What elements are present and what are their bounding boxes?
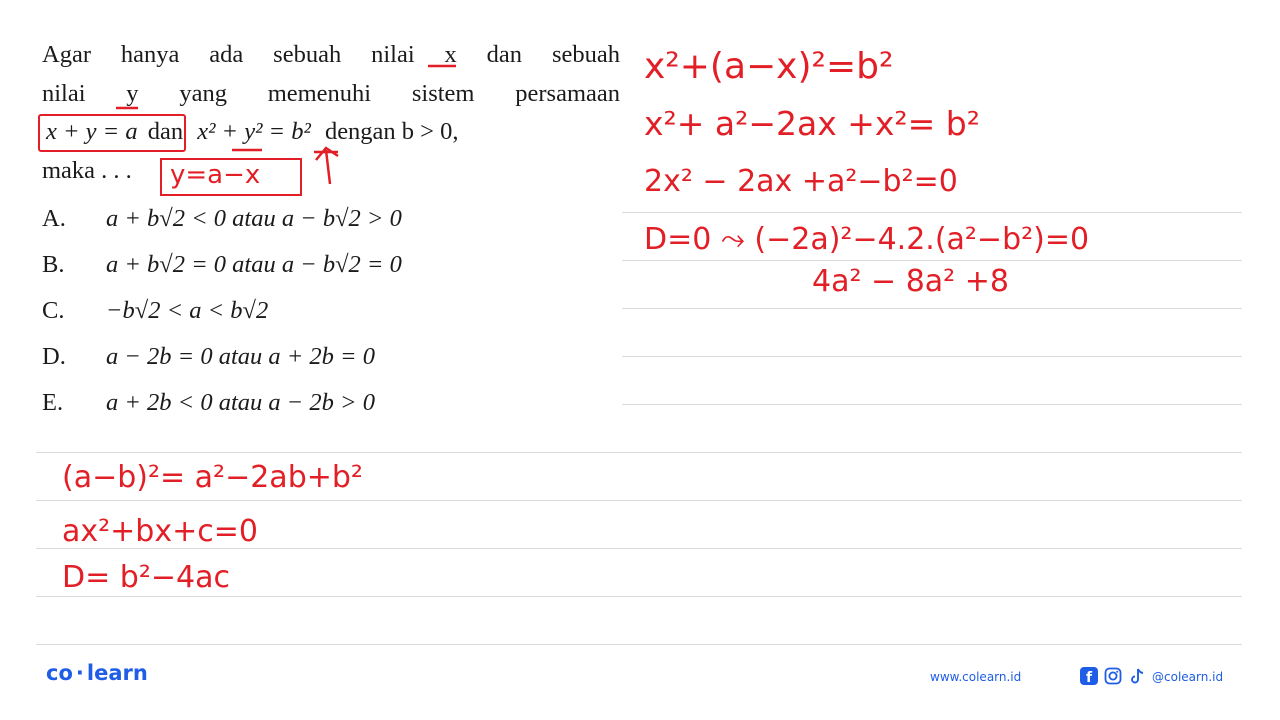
problem-line-1: Agar hanya ada sebuah nilai x dan sebuah	[42, 41, 620, 68]
footer-url[interactable]: www.colearn.id	[930, 670, 1022, 684]
option-d[interactable]	[42, 334, 402, 380]
option-letter: D.	[42, 343, 66, 370]
option-e[interactable]	[42, 380, 402, 426]
option-text: a + b√2 = 0 atau a − b√2 = 0	[106, 251, 402, 278]
work-line-4: D=0 ⤳ (−2a)²−4.2.(a²−b²)=0	[644, 222, 1090, 257]
svg-text:f: f	[1086, 670, 1093, 685]
colearn-logo: co · learn	[46, 661, 148, 685]
problem-line-4: maka . . .	[42, 156, 132, 184]
option-letter: A.	[42, 205, 66, 232]
ruled-line	[622, 308, 1242, 309]
answer-options	[42, 196, 402, 426]
option-text: −b√2 < a < b√2	[106, 297, 269, 324]
word-dan: dan	[147, 118, 184, 145]
option-b[interactable]	[42, 242, 402, 288]
option-letter: E.	[42, 389, 64, 416]
footer-handle[interactable]: @colearn.id	[1152, 670, 1224, 684]
option-letter: C.	[42, 297, 65, 324]
option-letter: B.	[42, 251, 65, 278]
work-line-2: x²+ a²−2ax +x²= b²	[644, 104, 980, 143]
condition-text: dengan b > 0,	[324, 118, 459, 145]
option-a[interactable]	[42, 196, 402, 242]
option-text: a − 2b = 0 atau a + 2b = 0	[106, 343, 375, 370]
tiktok-icon[interactable]	[1128, 667, 1146, 685]
ruled-line	[36, 644, 1242, 645]
note-substitution: y=a−x	[170, 160, 261, 190]
arrow-shaft	[326, 150, 330, 184]
work-line-5: 4a² − 8a² +8	[812, 264, 1009, 299]
ruled-line	[622, 356, 1242, 357]
problem-line-2: nilai y yang memenuhi sistem persamaan	[42, 79, 620, 107]
ruled-line	[36, 452, 1242, 453]
facebook-icon[interactable]	[1080, 667, 1098, 685]
ruled-line	[36, 596, 1242, 597]
instagram-icon[interactable]	[1104, 667, 1122, 685]
work-line-3: 2x² − 2ax +a²−b²=0	[644, 164, 958, 199]
ruled-line	[622, 404, 1242, 405]
work-line-1: x²+(a−x)²=b²	[644, 46, 894, 87]
option-text: a + 2b < 0 atau a − 2b > 0	[106, 389, 375, 416]
note-discriminant: D= b²−4ac	[62, 560, 230, 595]
ruled-line	[622, 212, 1242, 213]
ruled-line	[622, 260, 1242, 261]
note-quadratic-form: ax²+bx+c=0	[62, 514, 258, 549]
option-c[interactable]	[42, 288, 402, 334]
option-text: a + b√2 < 0 atau a − b√2 > 0	[106, 205, 402, 232]
equation-circle: x² + y² = b²	[197, 118, 311, 145]
ruled-line	[36, 500, 1242, 501]
equation-linear: x + y = a	[46, 118, 138, 145]
note-square-expansion: (a−b)²= a²−2ab+b²	[62, 460, 363, 495]
ink-marks	[0, 0, 640, 200]
